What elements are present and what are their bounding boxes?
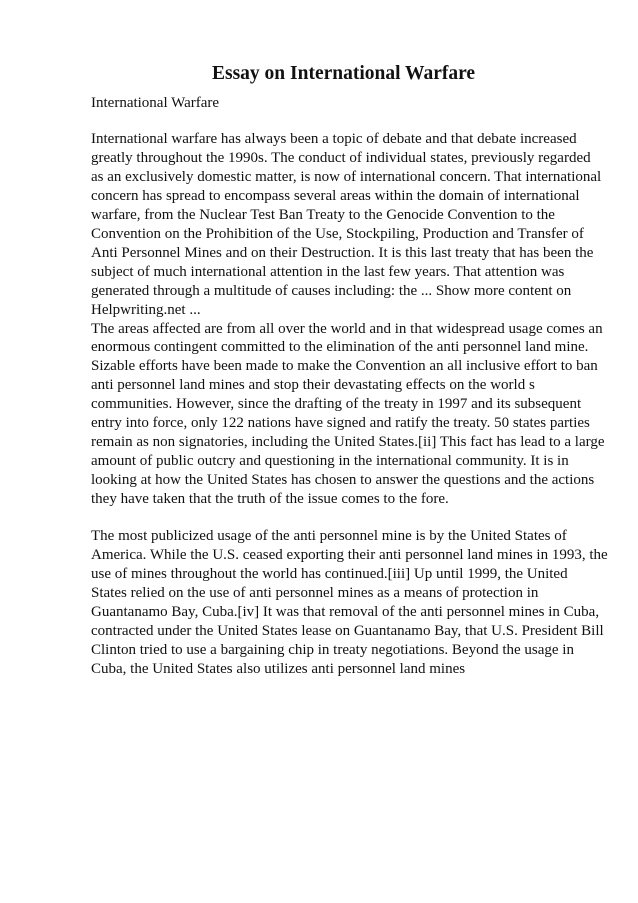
- text-line: Anti Personnel Mines and on their Destruction. It is this last treaty that has been the: [91, 244, 594, 261]
- text-line: Cuba, the United States also utilizes anti personnel land mines: [91, 660, 466, 677]
- text-line: Helpwriting.net ...: [91, 301, 201, 318]
- text-line: International warfare has always been a topic of debate and that debate increased: [91, 131, 577, 147]
- document-title: Essay on International Warfare: [212, 63, 476, 84]
- text-line: entry into force, only 122 nations have signed and ratify the treaty. 50 states parties: [91, 415, 590, 432]
- text-line: greatly throughout the 1990s. The conduct of individual states, previously regarded: [91, 149, 591, 166]
- text-line: enormous contingent committed to the elimination of the anti personnel land mine.: [91, 339, 589, 356]
- document-subtitle: International Warfare: [91, 95, 220, 111]
- text-line: generated through a multitude of causes including: the ... Show more content on: [91, 282, 572, 299]
- text-line: The areas affected are from all over the world and in that widespread usage comes an: [91, 320, 603, 337]
- text-line: States relied on the use of anti personnel mines as a means of protection in: [91, 584, 539, 601]
- text-line: subject of much international attention in the last few years. That attention was: [91, 263, 565, 280]
- paragraph-1: [91, 130, 602, 320]
- text-line: communities. However, since the drafting of the treaty in 1997 and its subsequent: [91, 396, 582, 413]
- text-line: Sizable efforts have been made to make the Convention an all inclusive effort to ban: [91, 358, 598, 375]
- text-line: warfare, from the Nuclear Test Ban Treaty to the Genocide Convention to the: [91, 206, 555, 223]
- paragraph-3: [91, 527, 608, 679]
- text-line: as an exclusively domestic matter, is now of international concern. That international: [91, 168, 602, 185]
- document-page: [91, 62, 608, 679]
- text-line: anti personnel land mines and stop their devastating effects on the world s: [91, 377, 535, 394]
- text-line: Guantanamo Bay, Cuba.[iv] It was that removal of the anti personnel mines in Cuba,: [91, 603, 600, 620]
- text-line: amount of public outcry and questioning in the international community. It is in: [91, 453, 569, 470]
- text-line: concern has spread to encompass several areas within the domain of international: [91, 187, 580, 204]
- text-line: use of mines throughout the world has continued.[iii] Up until 1999, the United: [91, 565, 568, 582]
- text-line: The most publicized usage of the anti personnel mine is by the United States of: [91, 528, 567, 545]
- text-line: they have taken that the truth of the issue comes to the fore.: [91, 491, 449, 508]
- text-line: Clinton tried to use a bargaining chip in treaty negotiations. Beyond the usage in: [91, 641, 574, 658]
- text-line: looking at how the United States has chosen to answer the questions and the actions: [91, 472, 595, 489]
- text-line: Convention on the Prohibition of the Use, Stockpiling, Production and Transfer of: [91, 225, 584, 242]
- paragraph-2: [91, 320, 605, 510]
- text-line: remain as non signatories, including the United States.[ii] This fact has lead to a large: [91, 434, 605, 451]
- text-line: America. While the U.S. ceased exporting their anti personnel land mines in 1993, the: [91, 547, 608, 564]
- text-line: contracted under the United States lease on Guantanamo Bay, that U.S. President Bill: [91, 622, 604, 639]
